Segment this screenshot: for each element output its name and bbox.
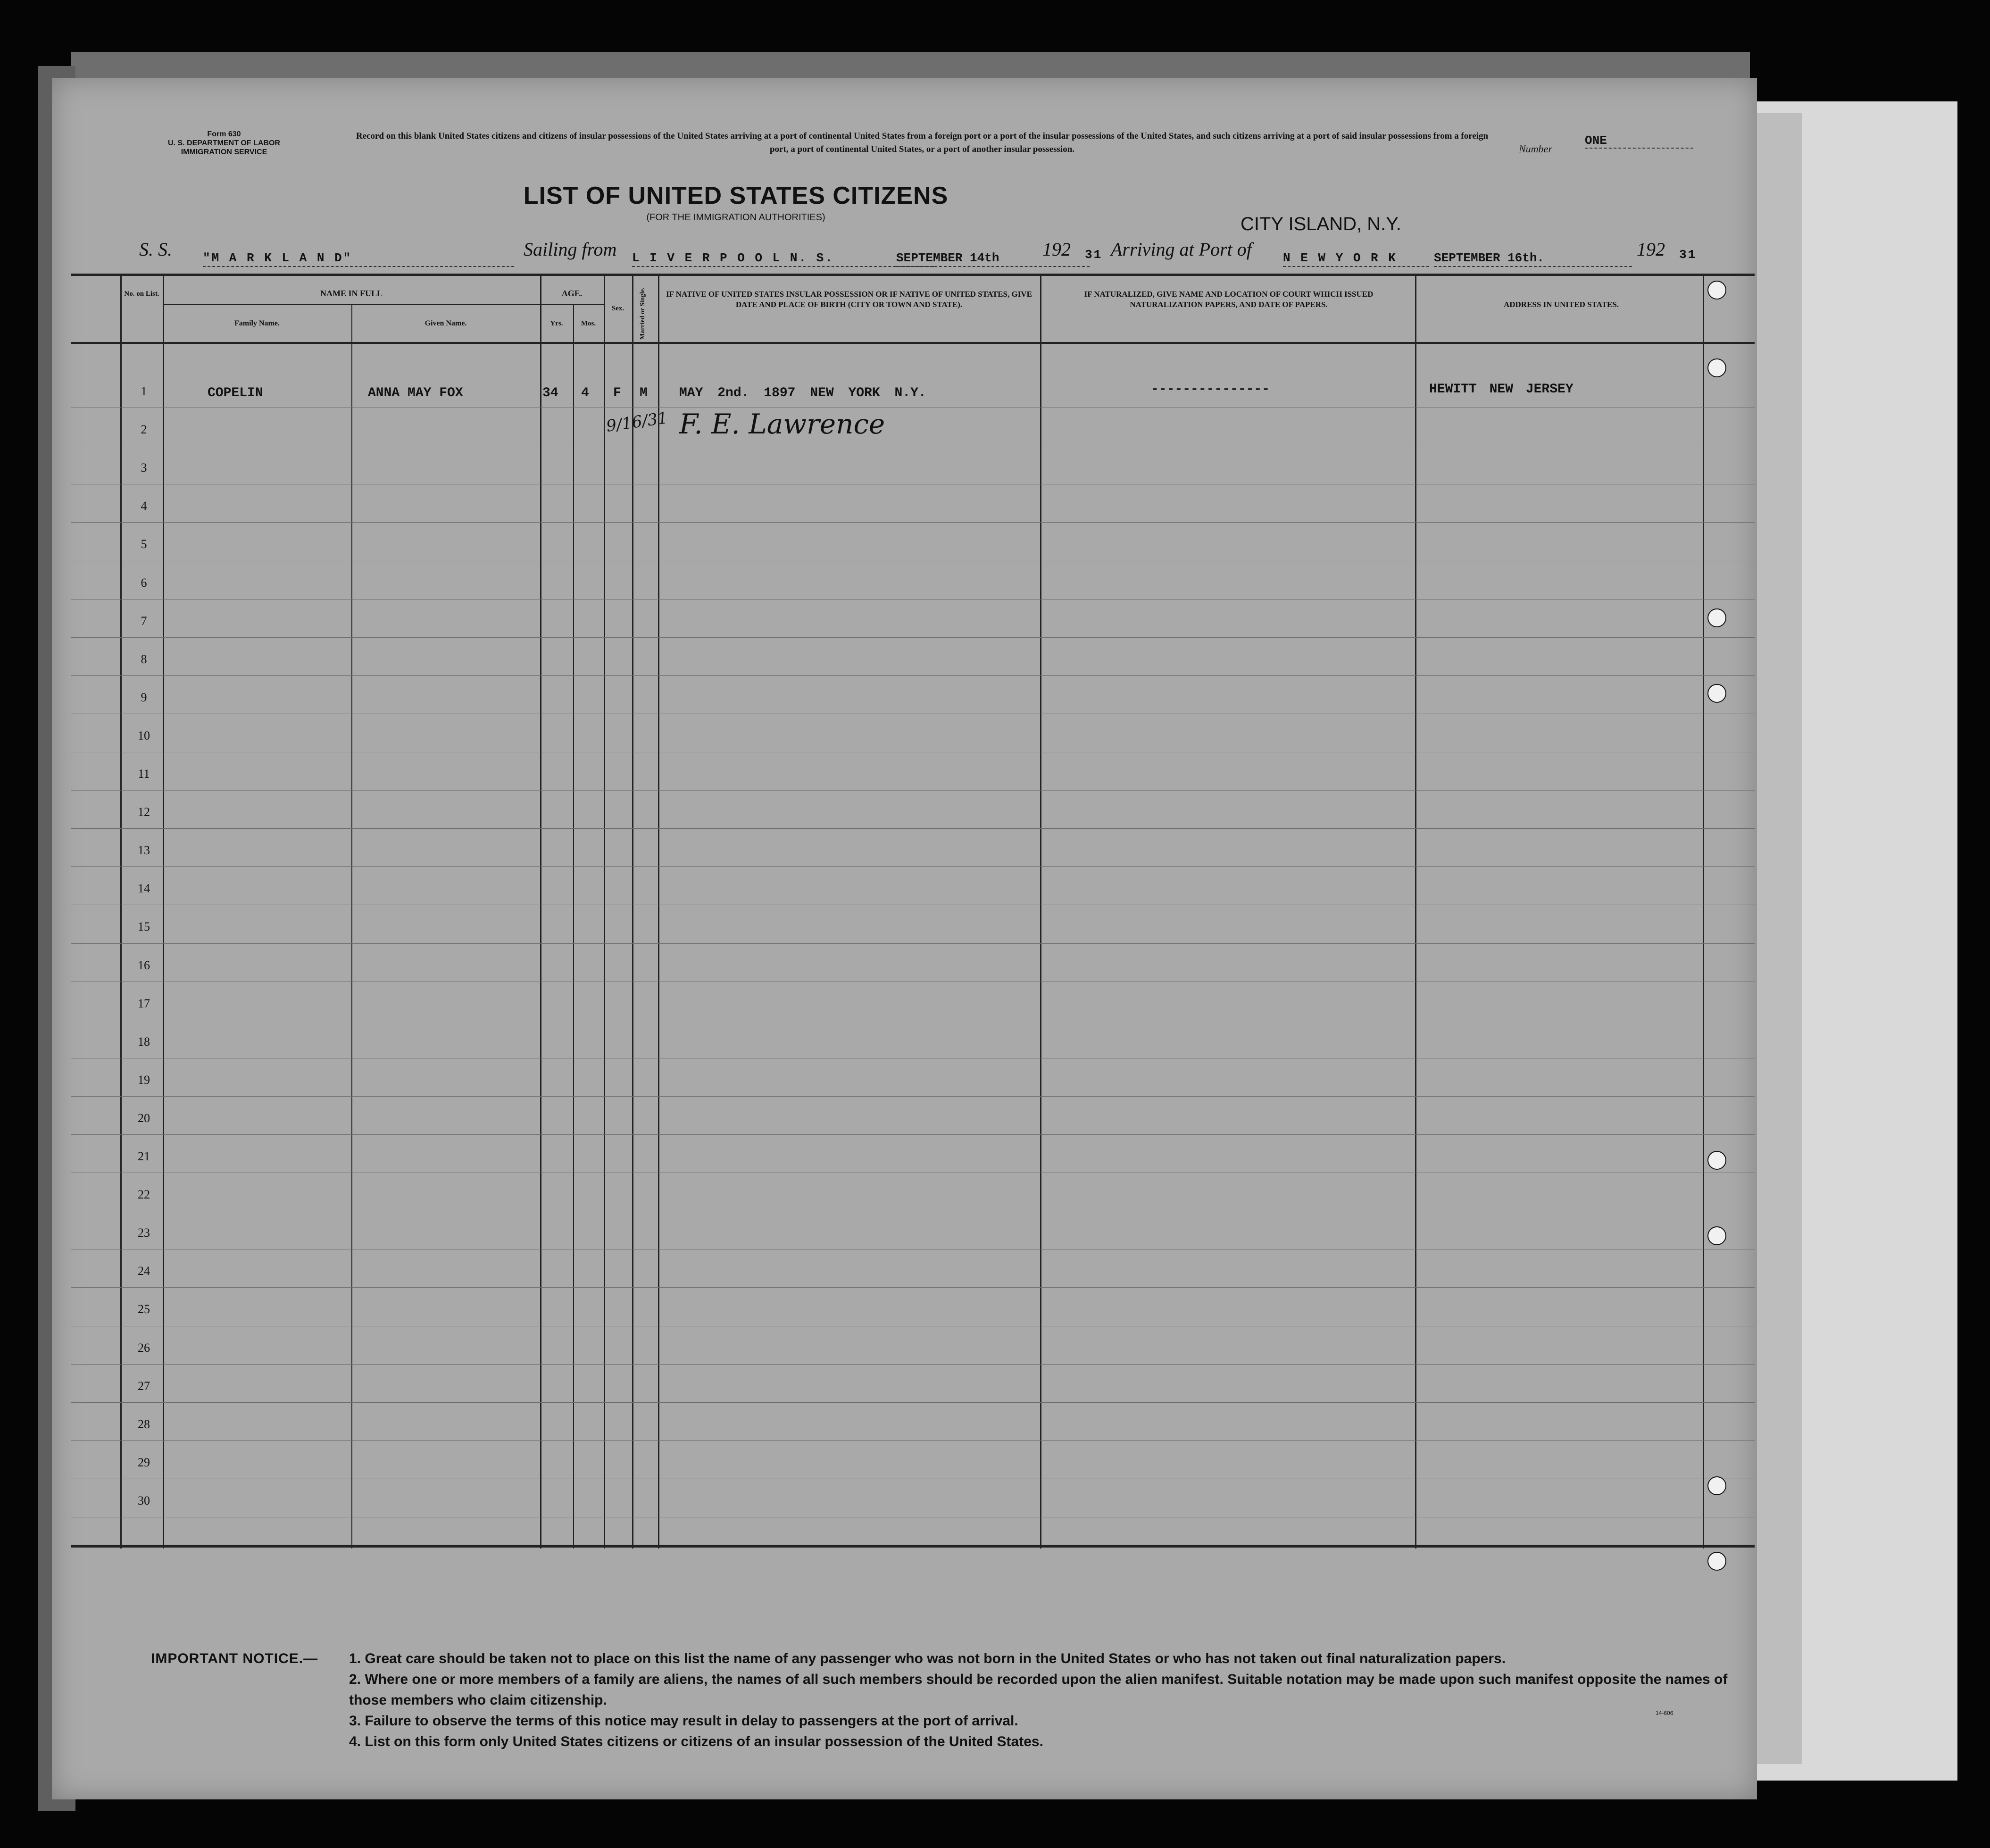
- entry-marital: M: [640, 386, 648, 400]
- row-number: 9: [141, 690, 147, 704]
- row-number: 17: [138, 996, 150, 1010]
- arriving-label: Arriving at Port of: [1111, 239, 1252, 260]
- row-rule: [71, 1440, 1755, 1441]
- col-divider: [120, 275, 122, 1548]
- row-number: 26: [138, 1340, 150, 1355]
- annotation-date: 9/16/31: [605, 408, 669, 436]
- inspector-signature: F. E. Lawrence: [679, 408, 885, 440]
- row-number: 25: [138, 1302, 150, 1316]
- row-rule: [71, 522, 1755, 523]
- form-number: Form 630: [207, 130, 241, 138]
- department: U. S. DEPARTMENT OF LABOR: [168, 139, 280, 147]
- col-divider: [1703, 275, 1704, 1548]
- table-top-rule: [71, 274, 1755, 276]
- row-rule: [71, 637, 1755, 638]
- header-given-name: Given Name.: [425, 319, 467, 327]
- col-divider: [573, 304, 574, 1548]
- col-divider: [632, 275, 633, 1548]
- punch-hole: [1707, 358, 1726, 377]
- entry-sex: F: [613, 386, 621, 400]
- punch-hole: [1707, 1151, 1726, 1170]
- col-divider: [1040, 275, 1041, 1548]
- notice-items: [349, 1648, 1755, 1752]
- row-rule: [71, 790, 1755, 791]
- col-divider: [1415, 275, 1416, 1548]
- entry-family-name: COPELIN: [208, 386, 263, 400]
- sailing-date: SEPTEMBER 14th: [896, 251, 999, 265]
- row-number: 18: [138, 1034, 150, 1049]
- sailing-year-prefix: 192: [1042, 239, 1071, 260]
- row-number: 12: [138, 805, 150, 819]
- record-instructions: Record on this blank United States citizens and citizens of insular possessions of the United States arriving at a port of continental United States from a foreign port or a port of the insular possessions of the United States, and such citizens arriving at a port of said insular possessions from a foreign port, a port of continental United States, or a port of another insular possession.: [356, 131, 1489, 154]
- row-number: 22: [138, 1188, 150, 1202]
- row-rule: [71, 866, 1755, 867]
- col-divider: [658, 275, 659, 1548]
- row-number: 11: [138, 767, 150, 781]
- header-address: ADDRESS IN UNITED STATES.: [1503, 300, 1619, 309]
- row-number: 21: [138, 1149, 150, 1163]
- punch-hole: [1707, 684, 1726, 703]
- row-number: 14: [138, 882, 150, 896]
- row-rule: [71, 1134, 1755, 1135]
- row-number: 27: [138, 1379, 150, 1393]
- row-number: 15: [138, 920, 150, 934]
- row-number: 16: [138, 958, 150, 972]
- row-number: 7: [141, 614, 147, 628]
- row-number: 23: [138, 1226, 150, 1240]
- row-rule: [71, 1287, 1755, 1288]
- city-island-stamp: CITY ISLAND, N.Y.: [1241, 214, 1401, 234]
- header-naturalized: IF NATURALIZED, GIVE NAME AND LOCATION OF COURT WHICH ISSUED NATURALIZATION PAPERS, AND DATE OF PAPERS.: [1084, 290, 1374, 309]
- row-number: 24: [138, 1264, 150, 1278]
- header-bottom-rule: [71, 342, 1755, 344]
- header-yrs: Yrs.: [550, 320, 563, 327]
- notice-item: 4. List on this form only United States citizens or citizens of an insular possession of the United States.: [349, 1734, 1043, 1749]
- manifest-sheet: [52, 78, 1757, 1799]
- arrival-date: SEPTEMBER 16th.: [1434, 251, 1545, 265]
- ship-name-field: [203, 244, 514, 267]
- entry-yrs: 34: [542, 386, 558, 400]
- header-married-or-single: Married or Single.: [639, 287, 646, 340]
- sailing-port: L I V E R P O O L N. S.: [632, 251, 834, 265]
- arrival-port-field: [1283, 244, 1429, 267]
- back-page-top: [71, 52, 1750, 80]
- sailing-port-field: [632, 244, 934, 267]
- row-number: 10: [138, 728, 150, 742]
- row-rule: [71, 1364, 1755, 1365]
- ship-name: "M A R K L A N D": [203, 251, 352, 265]
- row-number: 19: [138, 1073, 150, 1087]
- header-native: IF NATIVE OF UNITED STATES INSULAR POSSESSION OR IF NATIVE OF UNITED STATES, GIVE DATE AND PLACE OF BIRTH (CITY OR TOWN AND STATE).: [666, 290, 1032, 309]
- row-number: 29: [138, 1455, 150, 1469]
- punch-hole: [1707, 1476, 1726, 1495]
- punch-hole: [1707, 608, 1726, 627]
- entry-naturalized: ---------------: [1151, 382, 1270, 397]
- row-number: 4: [141, 499, 147, 513]
- arrival-year-prefix: 192: [1637, 239, 1665, 260]
- row-rule: [71, 828, 1755, 829]
- col-divider: [540, 275, 541, 1548]
- notice-item: 3. Failure to observe the terms of this notice may result in delay to passengers at the port of arrival.: [349, 1713, 1018, 1729]
- row-number: 3: [141, 461, 147, 475]
- row-number: 2: [141, 423, 147, 437]
- sailing-year-suffix: 31: [1085, 248, 1103, 262]
- entry-given-name: ANNA MAY FOX: [368, 386, 463, 400]
- header-sex: Sex.: [611, 305, 624, 312]
- form-code: 14-606: [1656, 1710, 1674, 1716]
- notice-item: 2. Where one or more members of a family are aliens, the names of all such members should be recorded upon the alien manifest. Suitable notation may be made upon such manifest opposite the names of those members who claim citizenship.: [349, 1672, 1728, 1708]
- row-number: 13: [138, 843, 150, 857]
- entry-birth: MAY 2nd. 1897 NEW YORK N.Y.: [679, 386, 926, 400]
- row-number: 28: [138, 1417, 150, 1431]
- row-number: 30: [138, 1493, 150, 1507]
- page-subtitle: (FOR THE IMMIGRATION AUTHORITIES): [646, 212, 825, 223]
- service: IMMIGRATION SERVICE: [181, 148, 267, 156]
- header-name-in-full: NAME IN FULL: [320, 289, 383, 298]
- row-rule: [71, 675, 1755, 676]
- number-label: Number: [1519, 143, 1552, 155]
- punch-hole: [1707, 1226, 1726, 1245]
- form-id-block: [146, 130, 302, 157]
- header-mos: Mos.: [581, 320, 596, 327]
- row-number: 5: [141, 537, 147, 551]
- arrival-port: N E W Y O R K: [1283, 251, 1397, 265]
- row-number: 1: [141, 384, 147, 398]
- row-rule: [71, 1402, 1755, 1403]
- arrival-year-suffix: 31: [1679, 248, 1697, 262]
- entry-address: HEWITT NEW JERSEY: [1429, 382, 1574, 397]
- page-title: LIST OF UNITED STATES CITIZENS: [523, 182, 949, 209]
- ss-label: S. S.: [139, 239, 172, 260]
- subheader-rule: [163, 304, 604, 305]
- table-bottom-rule: [71, 1545, 1755, 1548]
- col-divider: [351, 304, 352, 1548]
- entry-mos: 4: [581, 386, 589, 400]
- col-divider: [604, 275, 605, 1548]
- sailing-label: Sailing from: [524, 239, 617, 260]
- header-family-name: Family Name.: [234, 319, 280, 327]
- header-age: AGE.: [561, 289, 583, 298]
- row-number: 6: [141, 575, 147, 590]
- punch-hole: [1707, 281, 1726, 300]
- row-rule: [71, 1096, 1755, 1097]
- header-no-on-list: No. on List.: [124, 290, 159, 298]
- row-number: 20: [138, 1111, 150, 1125]
- arrival-date-field: [1434, 244, 1632, 267]
- notice-item: 1. Great care should be taken not to place on this list the name of any passenger who was not born in the United States or who has not taken out final naturalization papers.: [349, 1651, 1506, 1666]
- row-rule: [71, 943, 1755, 944]
- number-value: ONE: [1585, 133, 1693, 149]
- row-number: 8: [141, 652, 147, 666]
- notice-label: IMPORTANT NOTICE.—: [151, 1651, 318, 1666]
- punch-hole: [1707, 1552, 1726, 1571]
